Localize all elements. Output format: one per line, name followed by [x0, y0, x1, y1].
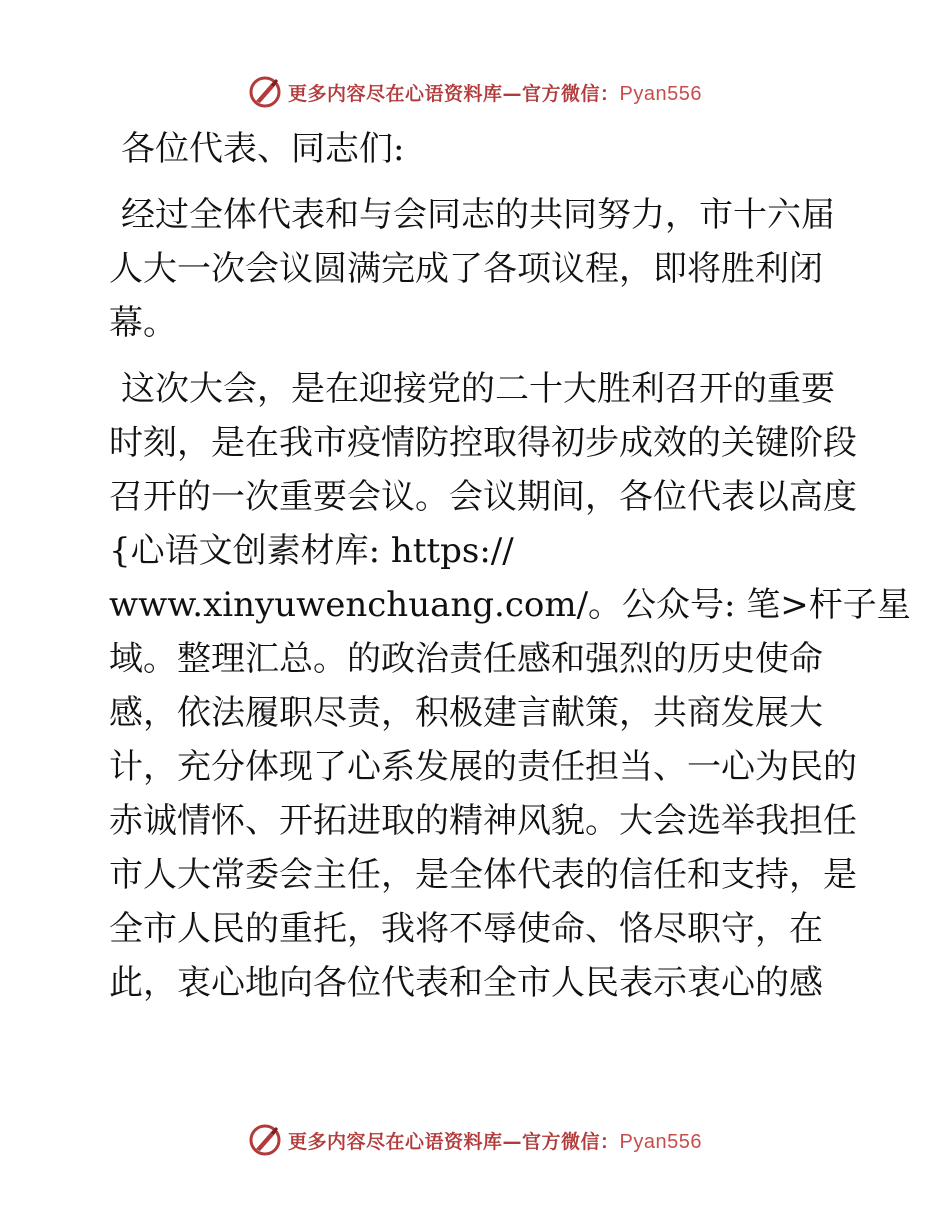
header-wechat-id: Pyan556 [619, 82, 702, 105]
paragraph-line: 感，依法履职尽责，积极建言献策，共商发展大 [109, 693, 823, 733]
quill-pen-logo-icon [248, 75, 282, 109]
paragraph-line: {心语文创素材库: https:// [109, 531, 514, 571]
paragraph-line: www.xinyuwenchuang.com/。公众号: 笔>杆子星 [109, 585, 911, 625]
paragraph-line: 市人大常委会主任，是全体代表的信任和支持，是 [109, 855, 857, 895]
paragraph-line: 全市人民的重托，我将不辱使命、恪尽职守，在 [109, 909, 823, 949]
header-banner [0, 72, 950, 112]
paragraph-1 [97, 188, 857, 350]
paragraph-line: 人大一次会议圆满完成了各项议程，即将胜利闭 [109, 249, 823, 289]
paragraph-line: 经过全体代表和与会同志的共同努力，市十六届 [121, 195, 835, 235]
header-banner-text: 更多内容尽在心语资料库—官方微信：Pyan556 [288, 82, 702, 105]
paragraph-line: 计，充分体现了心系发展的责任担当、一心为民的 [109, 747, 857, 787]
paragraph-line: 召开的一次重要会议。会议期间，各位代表以高度 [109, 477, 857, 517]
paragraph-line: 这次大会，是在迎接党的二十大胜利召开的重要 [121, 369, 835, 409]
document-body [97, 122, 911, 1022]
paragraph-2 [97, 362, 911, 1010]
paragraph-line: 赤诚情怀、开拓进取的精神风貌。大会选举我担任 [109, 801, 857, 841]
greeting-line: 各位代表、同志们: [121, 129, 405, 169]
greeting [97, 122, 857, 176]
quill-pen-logo-icon [248, 1123, 282, 1157]
paragraph-line: 幕。 [109, 303, 177, 343]
footer-banner [0, 1120, 950, 1160]
footer-wechat-id: Pyan556 [619, 1130, 702, 1153]
footer-banner-text: 更多内容尽在心语资料库—官方微信：Pyan556 [288, 1130, 702, 1153]
paragraph-line: 此，衷心地向各位代表和全市人民表示衷心的感 [109, 963, 823, 1003]
paragraph-line: 时刻，是在我市疫情防控取得初步成效的关键阶段 [109, 423, 857, 463]
paragraph-line: 域。整理汇总。的政治责任感和强烈的历史使命 [109, 639, 823, 679]
